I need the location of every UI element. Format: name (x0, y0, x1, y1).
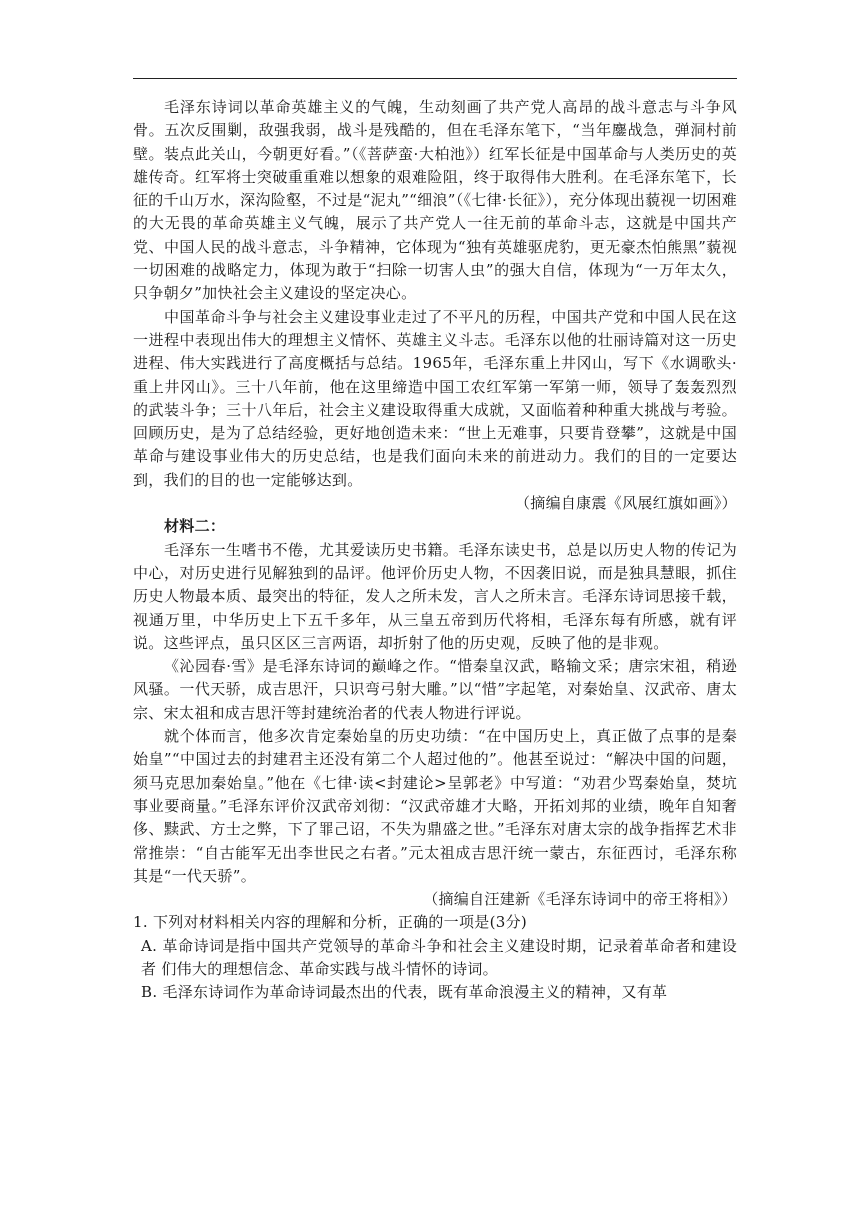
document-body (133, 96, 737, 1005)
material2-paragraph-1: 毛泽东一生嗜书不倦，尤其爱读历史书籍。毛泽东读史书，总是以历史人物的传记为中心，对历史进行见解独到的品评。他评价历史人物，不因袭旧说，而是独具慧眼，抓住历史人物最本质、最突出的特征，发人之所未发，言人之所未言。毛泽东诗词思接千载，视通万里，中华历史上下五千多年，从三皇五帝到历代将相，毛泽东每有所感，就有评说。这些评点，虽只区区三言两语，却折射了他的历史观，反映了他的是非观。 (133, 540, 737, 652)
header-rule (133, 78, 737, 79)
question-1-title: 1. 下列对材料相关内容的理解和分析，正确的一项是(3分) (133, 913, 528, 932)
material2-source: （摘编自汪建新《毛泽东诗词中的帝王将相》） (423, 890, 737, 909)
question-1-option-b: B. 毛泽东诗词作为革命诗词最杰出的代表，既有革命浪漫主义的精神，又有革 (141, 983, 668, 1002)
material1-source: （摘编自康震《风展红旗如画》） (514, 494, 737, 513)
question-1-option-a: A. 革命诗词是指中国共产党领导的革命斗争和社会主义建设时期，记录着革命者和建设者 们伟大的理想信念、革命实践与战斗情怀的诗词。 (141, 936, 737, 978)
material2-paragraph-3: 就个体而言，他多次肯定秦始皇的历史功绩：“在中国历史上，真正做了点事的是秦始皇”“中国过去的封建君主还没有第二个人超过他的”。他甚至说过：“解决中国的问题，须马克思加秦始皇。”他在《七律·读<封建论>呈郭老》中写道：“劝君少骂秦始皇，焚坑事业要商量。”毛泽东评价汉武帝刘彻：“汉武帝雄才大略，开拓刘邦的业绩，晚年自知奢侈、黩武、方士之弊，下了罪己诏，不失为鼎盛之世。”毛泽东对唐太宗的战争指挥艺术非常推崇：“自古能军无出李世民之右者。”元太祖成吉思汗统一蒙古，东征西讨，毛泽东称其是“一代天骄”。 (133, 727, 737, 885)
material2-heading: 材料二： (164, 517, 226, 536)
material1-paragraph-1: 毛泽东诗词以革命英雄主义的气魄，生动刻画了共产党人高昂的战斗意志与斗争风骨。五次反围剿，敌强我弱，战斗是残酷的，但在毛泽东笔下，“当年鏖战急，弹洞村前壁。装点此关山，今朝更好看。”（《菩萨蛮·大柏池》）红军长征是中国革命与人类历史的英雄传奇。红军将士突破重重难以想象的艰难险阻，终于取得伟大胜利。在毛泽东笔下，长征的千山万水，深沟险壑，不过是“泥丸”“细浪”（《七律·长征》），充分体现出藐视一切困难的大无畏的革命英雄主义气魄，展示了共产党人一往无前的革命斗志，这就是中国共产党、中国人民的战斗意志，斗争精神，它体现为“独有英雄驱虎豹，更无豪杰怕熊黑”藐视一切困难的战略定力，体现为敢于“扫除一切害人虫”的强大自信，体现为“一万年太久，只争朝夕”加快社会主义建设的坚定决心。 (133, 98, 737, 303)
material2-paragraph-2: 《沁园春·雪》是毛泽东诗词的巅峰之作。“惜秦皇汉武，略输文采；唐宗宋祖，稍逊风骚。一代天骄，成吉思汗，只识弯弓射大雕。”以“惜”字起笔，对秦始皇、汉武帝、唐太宗、宋太祖和成吉思汗等封建统治者的代表人物进行评说。 (133, 657, 737, 722)
material1-paragraph-2: 中国革命斗争与社会主义建设事业走过了不平凡的历程，中国共产党和中国人民在这一进程中表现出伟大的理想主义情怀、英雄主义斗志。毛泽东以他的壮丽诗篇对这一历史进程、伟大实践进行了高度概括与总结。1965年，毛泽东重上井冈山，写下《水调歌头·重上井冈山》。三十八年前，他在这里缔造中国工农红军第一军第一师，领导了轰轰烈烈的武装斗争；三十八年后，社会主义建设取得重大成就，又面临着种种重大挑战与考验。回顾历史，是为了总结经验，更好地创造未来：“世上无难事，只要肯登攀”，这就是中国革命与建设事业伟大的历史总结，也是我们面向未来的前进动力。我们的目的一定要达到，我们的目的也一定能够达到。 (133, 307, 737, 489)
